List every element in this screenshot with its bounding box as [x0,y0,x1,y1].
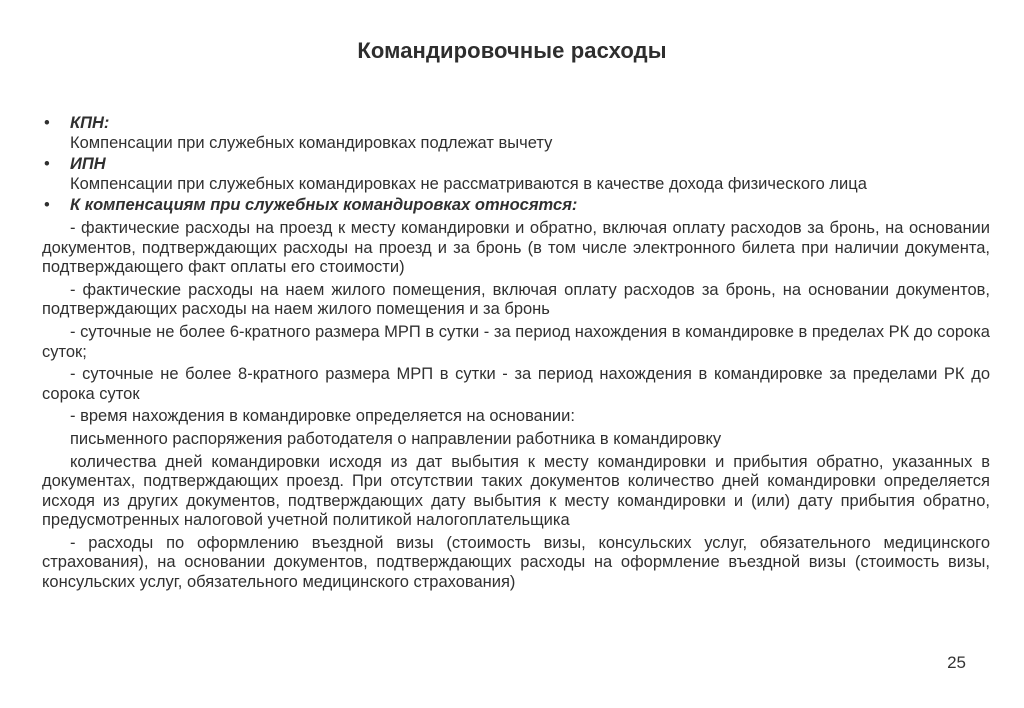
compensation-item: письменного распоряжения работодателя о направлении работника в командировку [70,429,722,448]
bullet-kpn [42,114,990,134]
compensation-item: - время нахождения в командировке определяется на основании: [70,407,575,426]
bullet-compensations [42,196,990,216]
compensation-item: - суточные не более 8-кратного размера МРП в сутки - за период нахождения в командировке за пределами РК до сорока суток [42,365,990,403]
slide-title: Командировочные расходы [357,38,667,63]
kpn-heading: КПН: [70,114,110,132]
compensation-item: количества дней командировки исходя из дат выбытия к месту командировки и прибытия обратно, указанных в документах, подтверждающих проезд. При отсутствии таких документов количество дней командировки определяется исходя из других документов, подтверждающих дату выбытия к месту командировки и (или) дату прибытия обратно, предусмотренных налоговой учетной политикой налогоплательщика [42,452,990,530]
ipn-heading: ИПН [70,155,106,174]
bullet-ipn [42,155,990,175]
ipn-text: Компенсации при служебных командировках не рассматриваются в качестве дохода физического лица [70,174,867,193]
bullet-dot: • [44,196,50,215]
compensation-item: - фактические расходы на наем жилого помещения, включая оплату расходов за бронь, на основании документов, подтверждающих расходы на наем жилого помещения и за бронь [42,280,990,319]
compensation-item: - суточные не более 6-кратного размера МРП в сутки - за период нахождения в командировке в пределах РК до сорока суток; [42,322,990,361]
compensation-item: - расходы по оформлению въездной визы (стоимость визы, консульских услуг, обязательного медицинского страхования), на основании документов, подтверждающих расходы на оформление въездной визы (стоимость визы, консульских услуг, обязательного медицинского страхования) [42,533,990,592]
bullet-dot: • [44,114,50,132]
slide-content [42,112,990,593]
kpn-text: Компенсации при служебных командировках подлежат вычету [70,133,553,152]
page-number: 25 [947,653,966,672]
compensations-heading: К компенсациям при служебных командировках относятся: [70,196,578,215]
bullet-dot: • [44,155,50,174]
compensation-item: - фактические расходы на проезд к месту командировки и обратно, включая оплату расходов за бронь, на основании документов, подтверждающих расходы на проезд и за бронь (в том числе электронного билета при наличии документа, подтверждающего факт оплаты его стоимости) [42,218,990,277]
